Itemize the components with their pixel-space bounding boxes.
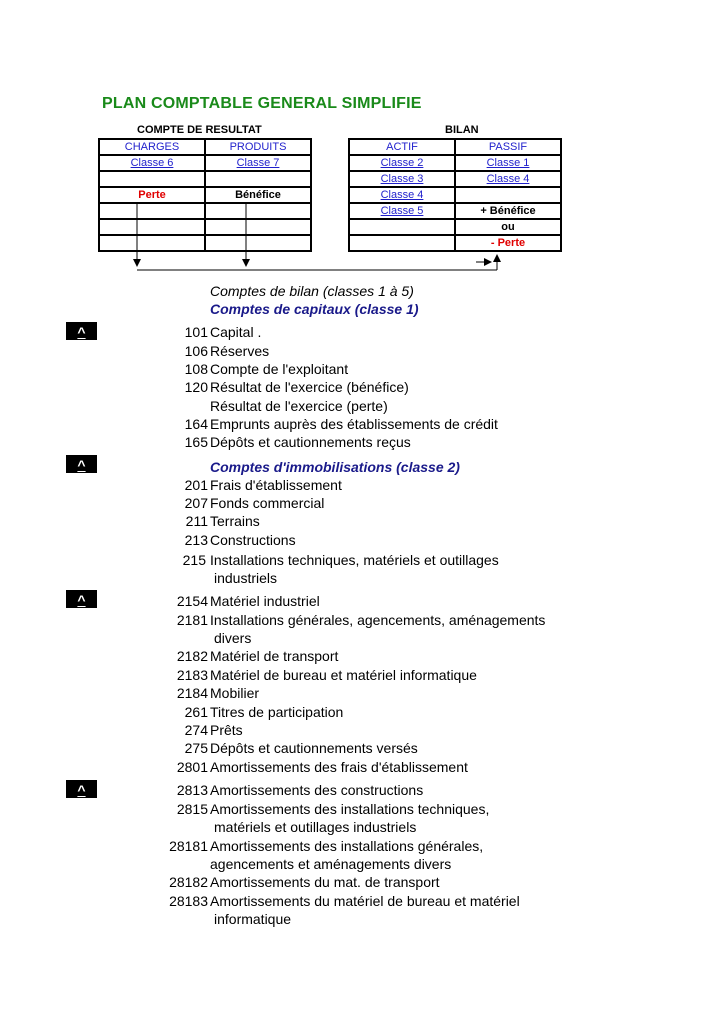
account-row: 213 Constructions bbox=[184, 532, 296, 548]
account-row-continuation: informatique bbox=[214, 911, 292, 927]
account-row: 120 Résultat de l'exercice (bénéfice) bbox=[184, 379, 409, 395]
back-to-top-button[interactable]: ^ bbox=[66, 322, 97, 340]
account-row: 2183 Matériel de bureau et matériel informatique bbox=[176, 667, 477, 683]
classe-5-link[interactable]: Classe 5 bbox=[380, 205, 424, 217]
account-row-continuation: industriels bbox=[214, 570, 278, 586]
account-row: 164 Emprunts auprès des établissements de crédit bbox=[184, 416, 498, 432]
page-title: PLAN COMPTABLE GENERAL SIMPLIFIE bbox=[102, 95, 422, 112]
result-flow-arrows bbox=[0, 0, 724, 290]
classe-2-link[interactable]: Classe 2 bbox=[380, 157, 424, 169]
classe-4-actif-link[interactable]: Classe 4 bbox=[380, 189, 424, 201]
account-row: 2184 Mobilier bbox=[176, 685, 260, 701]
actif-header: ACTIF bbox=[350, 140, 456, 156]
produits-header: PRODUITS bbox=[206, 140, 310, 156]
classe-3-link[interactable]: Classe 3 bbox=[380, 173, 424, 185]
account-row: 106 Réserves bbox=[184, 343, 270, 359]
account-row: 261 Titres de participation bbox=[184, 704, 344, 720]
account-row: 215 Installations techniques, matériels et outillages bbox=[182, 552, 499, 568]
account-row: 2813 Amortissements des constructions bbox=[176, 782, 424, 798]
account-row: Résultat de l'exercice (perte) bbox=[210, 398, 388, 414]
account-row: 275 Dépôts et cautionnements versés bbox=[184, 740, 418, 756]
passif-header: PASSIF bbox=[456, 140, 560, 156]
account-row: 207 Fonds commercial bbox=[184, 495, 325, 511]
account-row: 28183 Amortissements du matériel de bureau et matériel bbox=[169, 893, 520, 909]
back-to-top-button[interactable]: ^ bbox=[66, 455, 97, 473]
account-row: 211 Terrains bbox=[185, 513, 260, 529]
account-row: 108 Compte de l'exploitant bbox=[184, 361, 349, 377]
account-row: 2181 Installations générales, agencements, aménagements bbox=[176, 612, 546, 628]
account-row: 2154 Matériel industriel bbox=[176, 593, 320, 609]
benefice-cell: Bénéfice bbox=[206, 188, 310, 204]
moins-perte-cell: - Perte bbox=[490, 237, 526, 249]
plus-benefice-cell: + Bénéfice bbox=[456, 204, 560, 220]
account-row-continuation: agencements et aménagements divers bbox=[210, 856, 452, 872]
account-row-continuation: divers bbox=[214, 630, 252, 646]
account-row: 2182 Matériel de transport bbox=[176, 648, 339, 664]
classe-4-passif-link[interactable]: Classe 4 bbox=[486, 173, 530, 185]
back-to-top-button[interactable]: ^ bbox=[66, 590, 97, 608]
account-row-continuation: matériels et outillages industriels bbox=[214, 819, 417, 835]
immobilisations-section-title: Comptes d'immobilisations (classe 2) bbox=[210, 459, 460, 475]
capitaux-section-title: Comptes de capitaux (classe 1) bbox=[210, 301, 419, 317]
account-row: 201 Frais d'établissement bbox=[184, 477, 342, 493]
account-row: 28182 Amortissements du mat. de transport bbox=[169, 874, 440, 890]
ou-cell: ou bbox=[456, 220, 560, 236]
charges-header: CHARGES bbox=[100, 140, 206, 156]
bilan-subheading: Comptes de bilan (classes 1 à 5) bbox=[210, 283, 414, 299]
perte-cell: Perte bbox=[100, 188, 206, 204]
account-row: 2815 Amortissements des installations techniques, bbox=[176, 801, 490, 817]
bilan-header: BILAN bbox=[445, 124, 479, 136]
account-row: 101 Capital . bbox=[184, 324, 262, 340]
account-row: 165 Dépôts et cautionnements reçus bbox=[184, 434, 411, 450]
account-row: 274 Prêts bbox=[184, 722, 243, 738]
classe-1-link[interactable]: Classe 1 bbox=[486, 157, 530, 169]
account-row: 2801 Amortissements des frais d'établissement bbox=[176, 759, 468, 775]
account-row: 28181 Amortissements des installations générales, bbox=[169, 838, 484, 854]
back-to-top-button[interactable]: ^ bbox=[66, 780, 97, 798]
classe-6-link[interactable]: Classe 6 bbox=[130, 157, 174, 169]
compte-resultat-header: COMPTE DE RESULTAT bbox=[137, 124, 262, 136]
classe-7-link[interactable]: Classe 7 bbox=[236, 157, 280, 169]
